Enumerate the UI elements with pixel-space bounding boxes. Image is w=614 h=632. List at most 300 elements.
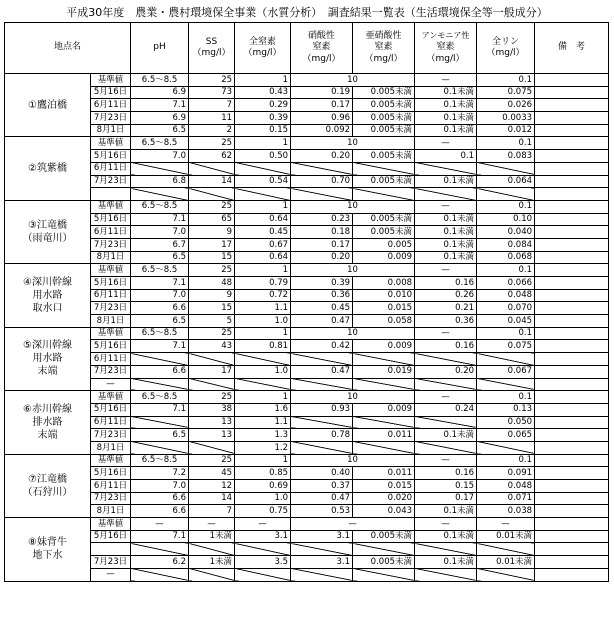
value-no2: 0.005未満 [353,124,415,137]
value-nh4: 0.1未満 [415,124,477,137]
value-ph [131,568,189,581]
value-nh4: 0.16 [415,277,477,290]
value-ss: 17 [189,365,235,378]
value-tp: 0.050 [477,416,535,429]
row-label: 6月11日 [91,416,131,429]
value-no3: 0.20 [291,150,353,163]
row-label: 8月1日 [91,315,131,328]
value-tn: 1.0 [235,492,291,505]
std-ph: 6.5～8.5 [131,454,189,467]
value-tp [477,353,535,366]
table-row [5,365,609,378]
value-tp: 0.045 [477,315,535,328]
table-row [5,353,609,366]
std-nh4: — [415,74,477,87]
value-ph: 7.0 [131,226,189,239]
site-name: ⑤深川幹線 用水路 末端 [5,327,91,390]
remarks-cell [535,568,609,581]
value-tn: 0.64 [235,251,291,264]
value-no2: 0.009 [353,251,415,264]
value-no2: 0.005未満 [353,150,415,163]
value-ss: 48 [189,277,235,290]
value-nh4 [415,378,477,391]
table-row [5,150,609,163]
std-tp: 0.1 [477,74,535,87]
table-row [5,429,609,442]
header-ph: pH [131,23,189,74]
value-ss: 15 [189,302,235,315]
value-no2: 0.011 [353,467,415,480]
value-ph: 7.0 [131,150,189,163]
row-label: 6月11日 [91,162,131,175]
row-label: 5月16日 [91,213,131,226]
row-label: 5月16日 [91,340,131,353]
std-ph: — [131,518,189,531]
std-ss: 25 [189,137,235,150]
row-label: 6月11日 [91,99,131,112]
value-ss: 12 [189,480,235,493]
value-ph: 6.8 [131,175,189,188]
value-tn: 0.29 [235,99,291,112]
std-nh4: — [415,137,477,150]
std-nh4: — [415,200,477,213]
row-label: — [91,378,131,391]
value-ph [131,162,189,175]
value-ss: 9 [189,226,235,239]
header-location: 地点名 [5,23,131,74]
value-nh4: 0.1 [415,150,477,163]
row-label: 7月23日 [91,429,131,442]
value-no3 [291,162,353,175]
remarks-cell [535,251,609,264]
value-tn: 0.50 [235,150,291,163]
remarks-cell [535,188,609,201]
std-nitrate-nitrite: 10 [291,327,415,340]
value-no2: 0.005未満 [353,86,415,99]
value-no3: 0.20 [291,251,353,264]
value-ph: 7.1 [131,403,189,416]
std-tn: — [235,518,291,531]
row-label: 基準値 [91,391,131,404]
std-ss: 25 [189,264,235,277]
value-no3 [291,378,353,391]
value-tn [235,162,291,175]
std-tp: 0.1 [477,264,535,277]
remarks-cell [535,238,609,251]
value-tn [235,378,291,391]
remarks-cell [535,391,609,404]
table-row [5,454,609,467]
value-tp [477,441,535,454]
value-no2: 0.020 [353,492,415,505]
value-ss: 38 [189,403,235,416]
value-ss: 43 [189,340,235,353]
value-no3 [291,568,353,581]
table-row [5,99,609,112]
table-row [5,391,609,404]
value-tp: 0.075 [477,340,535,353]
row-label: — [91,568,131,581]
row-label: 基準値 [91,454,131,467]
site-name: ②筑紫橋 [5,137,91,200]
remarks-cell [535,137,609,150]
row-label: 5月16日 [91,150,131,163]
value-tn [235,543,291,556]
value-no3: 0.53 [291,505,353,518]
std-nitrate-nitrite: — [291,518,415,531]
table-row [5,175,609,188]
value-ph: 6.9 [131,112,189,125]
value-tp: 0.10 [477,213,535,226]
std-ss: 25 [189,391,235,404]
value-tp: 0.068 [477,251,535,264]
std-ss: — [189,518,235,531]
value-ph: 6.2 [131,556,189,569]
value-no3: 0.40 [291,467,353,480]
site-name: ①鷹泊橋 [5,74,91,137]
value-ph: 6.7 [131,238,189,251]
value-no3: 0.47 [291,365,353,378]
value-nh4: 0.1未満 [415,175,477,188]
value-ss: 45 [189,467,235,480]
value-nh4: 0.1未満 [415,429,477,442]
remarks-cell [535,264,609,277]
std-tp: — [477,518,535,531]
value-ss [189,543,235,556]
table-row [5,251,609,264]
row-label: 8月1日 [91,124,131,137]
value-tn: 0.64 [235,213,291,226]
table-row [5,327,609,340]
std-nh4: — [415,327,477,340]
value-ss: 7 [189,99,235,112]
header-total-nitrogen: 全窒素 （mg/l） [235,23,291,74]
std-nitrate-nitrite: 10 [291,454,415,467]
value-no2: 0.015 [353,480,415,493]
std-nitrate-nitrite: 10 [291,264,415,277]
value-ss: 13 [189,416,235,429]
value-tn: 0.45 [235,226,291,239]
remarks-cell [535,99,609,112]
value-tp: 0.038 [477,505,535,518]
remarks-cell [535,454,609,467]
value-no2: 0.043 [353,505,415,518]
row-label: 7月23日 [91,302,131,315]
value-ph: 7.0 [131,289,189,302]
remarks-cell [535,353,609,366]
value-no2: 0.011 [353,429,415,442]
value-nh4: 0.1未満 [415,213,477,226]
value-tn: 1.3 [235,429,291,442]
value-tn: 1.0 [235,365,291,378]
value-ph: 6.5 [131,251,189,264]
std-nh4: — [415,264,477,277]
value-tp [477,378,535,391]
remarks-cell [535,302,609,315]
remarks-cell [535,556,609,569]
std-ss: 25 [189,327,235,340]
results-table [4,22,609,582]
value-ph: 6.6 [131,365,189,378]
row-label: 8月1日 [91,251,131,264]
value-no2: 0.005未満 [353,556,415,569]
site-name: ⑥赤川幹線 排水路 末端 [5,391,91,454]
row-label: 7月23日 [91,365,131,378]
value-nh4 [415,416,477,429]
value-no3 [291,441,353,454]
header-remarks: 備 考 [535,23,609,74]
value-no2 [353,378,415,391]
value-no3: 0.42 [291,340,353,353]
value-tn: 0.15 [235,124,291,137]
table-row [5,74,609,87]
table-row [5,568,609,581]
value-no3: 0.70 [291,175,353,188]
value-ss: 15 [189,251,235,264]
value-ss: 65 [189,213,235,226]
value-nh4: 0.1未満 [415,112,477,125]
row-label: 5月16日 [91,277,131,290]
value-ph: 7.2 [131,467,189,480]
value-ss: 11 [189,112,235,125]
std-ph: 6.5～8.5 [131,200,189,213]
std-tp: 0.1 [477,391,535,404]
site-name: ③江竜橋 （雨竜川） [5,200,91,263]
value-no3: 0.19 [291,86,353,99]
std-nitrate-nitrite: 10 [291,137,415,150]
value-ph: 6.9 [131,86,189,99]
row-label: 5月16日 [91,467,131,480]
header-ammonia-nitrogen: アンモニア性 窒素 （mg/l） [415,23,477,74]
value-tn: 1.2 [235,441,291,454]
table-row [5,505,609,518]
value-no2: 0.009 [353,403,415,416]
value-no2: 0.005未満 [353,213,415,226]
value-tn: 0.85 [235,467,291,480]
table-row [5,480,609,493]
remarks-cell [535,124,609,137]
remarks-cell [535,543,609,556]
results-sheet [4,22,608,582]
value-no3: 0.47 [291,315,353,328]
value-nh4 [415,188,477,201]
value-ss [189,162,235,175]
remarks-cell [535,378,609,391]
value-tp: 0.065 [477,429,535,442]
remarks-cell [535,277,609,290]
value-no2: 0.009 [353,340,415,353]
value-tn: 1.0 [235,315,291,328]
value-tp: 0.040 [477,226,535,239]
value-tp: 0.067 [477,365,535,378]
value-ph [131,378,189,391]
value-tn: 0.81 [235,340,291,353]
value-ss: 13 [189,429,235,442]
value-tp: 0.084 [477,238,535,251]
value-tp: 0.026 [477,99,535,112]
value-nh4 [415,162,477,175]
value-nh4: 0.16 [415,467,477,480]
std-tn: 1 [235,74,291,87]
value-no3: 0.23 [291,213,353,226]
value-no3 [291,188,353,201]
value-nh4: 0.36 [415,315,477,328]
value-tn [235,568,291,581]
value-no3: 0.47 [291,492,353,505]
value-ph [131,441,189,454]
value-ph: 7.0 [131,480,189,493]
row-label: 5月16日 [91,403,131,416]
header-nitrate-nitrogen: 硝酸性 窒素 （mg/l） [291,23,353,74]
value-tp: 0.048 [477,289,535,302]
table-row [5,543,609,556]
value-ss: 14 [189,492,235,505]
value-no3: 0.39 [291,277,353,290]
remarks-cell [535,226,609,239]
table-row [5,213,609,226]
value-tn: 3.1 [235,530,291,543]
table-row [5,264,609,277]
value-ss: 62 [189,150,235,163]
value-tn [235,188,291,201]
row-label: 基準値 [91,200,131,213]
table-row [5,378,609,391]
value-ss: 1未満 [189,530,235,543]
std-ph: 6.5～8.5 [131,264,189,277]
std-tn: 1 [235,327,291,340]
value-tp: 0.070 [477,302,535,315]
value-no2: 0.005未満 [353,112,415,125]
value-tp: 0.0033 [477,112,535,125]
value-tn: 0.79 [235,277,291,290]
value-ph [131,188,189,201]
value-no3: 3.1 [291,530,353,543]
value-no2 [353,543,415,556]
table-row [5,112,609,125]
value-tp [477,568,535,581]
row-label [91,188,131,201]
row-label: 7月23日 [91,175,131,188]
table-row [5,200,609,213]
value-tp: 0.091 [477,467,535,480]
remarks-cell [535,327,609,340]
value-no3: 0.93 [291,403,353,416]
value-ph [131,416,189,429]
value-no2 [353,353,415,366]
value-no2: 0.005未満 [353,226,415,239]
value-tn: 0.67 [235,238,291,251]
value-ss [189,188,235,201]
value-no2: 0.005未満 [353,99,415,112]
row-label: 6月11日 [91,226,131,239]
value-no3: 0.18 [291,226,353,239]
value-ph: 6.6 [131,302,189,315]
value-tp: 0.01未満 [477,530,535,543]
value-nh4: 0.1未満 [415,251,477,264]
remarks-cell [535,340,609,353]
std-nh4: — [415,518,477,531]
table-row [5,86,609,99]
value-ph: 6.5 [131,315,189,328]
value-ph: 7.1 [131,340,189,353]
value-tn: 0.39 [235,112,291,125]
std-tn: 1 [235,391,291,404]
std-ss: 25 [189,74,235,87]
remarks-cell [535,365,609,378]
remarks-cell [535,416,609,429]
table-row [5,518,609,531]
value-tn: 0.69 [235,480,291,493]
value-no3 [291,416,353,429]
value-no2: 0.010 [353,289,415,302]
remarks-cell [535,492,609,505]
value-tn: 0.43 [235,86,291,99]
value-nh4: 0.1未満 [415,530,477,543]
std-tp: 0.1 [477,327,535,340]
value-tp: 0.13 [477,403,535,416]
value-no3: 0.17 [291,238,353,251]
remarks-cell [535,530,609,543]
value-tp: 0.075 [477,86,535,99]
row-label: 7月23日 [91,112,131,125]
header-row [5,23,609,74]
value-ss: 5 [189,315,235,328]
remarks-cell [535,505,609,518]
header-ss: SS （mg/l） [189,23,235,74]
value-no3: 0.36 [291,289,353,302]
remarks-cell [535,162,609,175]
value-no2 [353,568,415,581]
table-row [5,277,609,290]
table-row [5,162,609,175]
std-nh4: — [415,391,477,404]
value-tp: 0.083 [477,150,535,163]
value-no3: 0.45 [291,302,353,315]
std-tp: 0.1 [477,200,535,213]
table-row [5,137,609,150]
value-no3: 0.092 [291,124,353,137]
value-nh4: 0.1未満 [415,86,477,99]
table-row [5,226,609,239]
table-row [5,403,609,416]
value-no2 [353,441,415,454]
value-tp: 0.066 [477,277,535,290]
value-ss [189,378,235,391]
std-ph: 6.5～8.5 [131,391,189,404]
std-nitrate-nitrite: 10 [291,200,415,213]
remarks-cell [535,289,609,302]
value-ph [131,353,189,366]
value-tp: 0.012 [477,124,535,137]
row-label: 7月23日 [91,492,131,505]
std-ph: 6.5～8.5 [131,327,189,340]
std-nh4: — [415,454,477,467]
value-tn: 3.5 [235,556,291,569]
value-no3 [291,353,353,366]
remarks-cell [535,518,609,531]
value-no2 [353,188,415,201]
value-ss [189,353,235,366]
value-no2 [353,162,415,175]
value-ph: 7.1 [131,530,189,543]
remarks-cell [535,403,609,416]
remarks-cell [535,441,609,454]
value-nh4 [415,441,477,454]
remarks-cell [535,467,609,480]
value-nh4 [415,568,477,581]
value-nh4: 0.1未満 [415,556,477,569]
table-row [5,315,609,328]
